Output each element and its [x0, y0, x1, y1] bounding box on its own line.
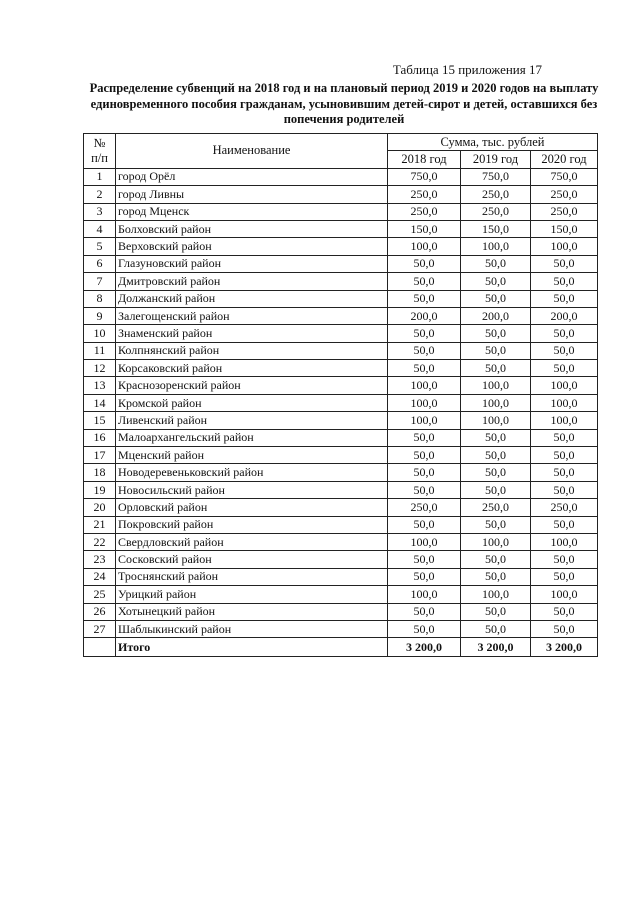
- table-row: [84, 429, 598, 446]
- row-value-2018-cell: 50,0: [388, 255, 461, 272]
- row-value-2019-cell: 50,0: [461, 273, 531, 290]
- row-number-cell: 4: [84, 220, 116, 237]
- row-value-2018-cell: 100,0: [388, 586, 461, 603]
- row-value-2018-cell: 100,0: [388, 412, 461, 429]
- row-name-cell: Сосковский район: [116, 551, 388, 568]
- table-row: [84, 290, 598, 307]
- row-value-2019-cell: 50,0: [461, 325, 531, 342]
- table-row: [84, 412, 598, 429]
- row-number-cell: 11: [84, 342, 116, 359]
- row-name-cell: Кромской район: [116, 394, 388, 411]
- row-value-2019-cell: 100,0: [461, 377, 531, 394]
- row-number-cell: 26: [84, 603, 116, 620]
- table-row: [84, 447, 598, 464]
- row-number-cell: 6: [84, 255, 116, 272]
- row-name-cell: Знаменский район: [116, 325, 388, 342]
- row-number-cell: 27: [84, 620, 116, 637]
- row-value-2018-cell: 200,0: [388, 307, 461, 324]
- row-value-2019-cell: 250,0: [461, 499, 531, 516]
- row-value-2020-cell: 200,0: [531, 307, 598, 324]
- row-number-cell: 15: [84, 412, 116, 429]
- row-name-cell: Урицкий район: [116, 586, 388, 603]
- row-name-cell: Новосильский район: [116, 481, 388, 498]
- row-number-cell: 24: [84, 568, 116, 585]
- row-value-2019-cell: 250,0: [461, 203, 531, 220]
- row-name-cell: Свердловский район: [116, 533, 388, 550]
- row-value-2020-cell: 150,0: [531, 220, 598, 237]
- row-value-2020-cell: 50,0: [531, 255, 598, 272]
- row-value-2019-cell: 50,0: [461, 360, 531, 377]
- row-value-2020-cell: 50,0: [531, 273, 598, 290]
- row-number-cell: 17: [84, 447, 116, 464]
- row-value-2019-cell: 50,0: [461, 481, 531, 498]
- row-value-2018-cell: 50,0: [388, 620, 461, 637]
- row-name-cell: Верховский район: [116, 238, 388, 255]
- header-name: Наименование: [116, 134, 388, 169]
- row-name-cell: Шаблыкинский район: [116, 620, 388, 637]
- table-row: [84, 203, 598, 220]
- header-year-2018: 2018 год: [388, 151, 461, 168]
- table-row: [84, 499, 598, 516]
- row-value-2020-cell: 50,0: [531, 620, 598, 637]
- row-value-2020-cell: 50,0: [531, 481, 598, 498]
- row-number-cell: 21: [84, 516, 116, 533]
- table-row: [84, 516, 598, 533]
- row-name-cell: город Мценск: [116, 203, 388, 220]
- row-value-2018-cell: 100,0: [388, 533, 461, 550]
- row-value-2019-cell: 50,0: [461, 342, 531, 359]
- row-number-cell: 13: [84, 377, 116, 394]
- row-value-2018-cell: 750,0: [388, 168, 461, 185]
- header-number: [84, 134, 116, 169]
- row-value-2019-cell: 750,0: [461, 168, 531, 185]
- table-row: [84, 551, 598, 568]
- header-year-2020: 2020 год: [531, 151, 598, 168]
- table-row: [84, 325, 598, 342]
- table-row: [84, 307, 598, 324]
- row-name-cell: Покровский район: [116, 516, 388, 533]
- table-body: [84, 168, 598, 638]
- table-row: [84, 533, 598, 550]
- row-name-cell: Мценский район: [116, 447, 388, 464]
- row-value-2018-cell: 100,0: [388, 377, 461, 394]
- table-row: [84, 238, 598, 255]
- row-value-2020-cell: 100,0: [531, 586, 598, 603]
- row-value-2018-cell: 250,0: [388, 499, 461, 516]
- row-value-2018-cell: 50,0: [388, 325, 461, 342]
- row-name-cell: Орловский район: [116, 499, 388, 516]
- row-value-2020-cell: 100,0: [531, 377, 598, 394]
- row-value-2020-cell: 50,0: [531, 464, 598, 481]
- row-name-cell: Дмитровский район: [116, 273, 388, 290]
- row-value-2018-cell: 50,0: [388, 603, 461, 620]
- row-value-2020-cell: 50,0: [531, 342, 598, 359]
- row-value-2019-cell: 50,0: [461, 603, 531, 620]
- total-2018: 3 200,0: [388, 638, 461, 657]
- table-row: [84, 186, 598, 203]
- row-value-2018-cell: 50,0: [388, 429, 461, 446]
- table-row: [84, 377, 598, 394]
- row-name-cell: Троснянский район: [116, 568, 388, 585]
- row-number-cell: 23: [84, 551, 116, 568]
- row-value-2020-cell: 50,0: [531, 429, 598, 446]
- row-number-cell: 7: [84, 273, 116, 290]
- row-name-cell: Ливенский район: [116, 412, 388, 429]
- table-row: [84, 464, 598, 481]
- row-value-2018-cell: 100,0: [388, 238, 461, 255]
- row-number-cell: 20: [84, 499, 116, 516]
- row-value-2019-cell: 100,0: [461, 238, 531, 255]
- annex-label: Таблица 15 приложения 17: [392, 62, 542, 77]
- row-value-2018-cell: 50,0: [388, 447, 461, 464]
- row-value-2018-cell: 50,0: [388, 342, 461, 359]
- row-value-2018-cell: 100,0: [388, 394, 461, 411]
- row-value-2020-cell: 100,0: [531, 394, 598, 411]
- row-number-cell: 9: [84, 307, 116, 324]
- row-value-2019-cell: 250,0: [461, 186, 531, 203]
- row-number-cell: 8: [84, 290, 116, 307]
- table-row: [84, 620, 598, 637]
- row-value-2019-cell: 50,0: [461, 568, 531, 585]
- row-value-2018-cell: 50,0: [388, 481, 461, 498]
- table-row: [84, 360, 598, 377]
- row-value-2018-cell: 250,0: [388, 186, 461, 203]
- total-2019: 3 200,0: [461, 638, 531, 657]
- row-value-2018-cell: 50,0: [388, 273, 461, 290]
- row-number-cell: 25: [84, 586, 116, 603]
- total-row: [84, 638, 598, 657]
- total-2020: 3 200,0: [531, 638, 598, 657]
- row-value-2018-cell: 50,0: [388, 290, 461, 307]
- row-value-2019-cell: 50,0: [461, 447, 531, 464]
- row-value-2020-cell: 250,0: [531, 499, 598, 516]
- table-row: [84, 168, 598, 185]
- row-name-cell: Хотынецкий район: [116, 603, 388, 620]
- row-value-2019-cell: 100,0: [461, 586, 531, 603]
- header-number-symbol: №: [93, 135, 106, 150]
- row-value-2020-cell: 50,0: [531, 360, 598, 377]
- row-value-2019-cell: 50,0: [461, 620, 531, 637]
- row-name-cell: Должанский район: [116, 290, 388, 307]
- row-value-2019-cell: 100,0: [461, 412, 531, 429]
- row-value-2020-cell: 50,0: [531, 325, 598, 342]
- row-value-2019-cell: 50,0: [461, 290, 531, 307]
- row-number-cell: 10: [84, 325, 116, 342]
- row-name-cell: Краснозоренский район: [116, 377, 388, 394]
- row-value-2020-cell: 250,0: [531, 186, 598, 203]
- row-number-cell: 14: [84, 394, 116, 411]
- table-row: [84, 586, 598, 603]
- row-value-2019-cell: 100,0: [461, 394, 531, 411]
- row-value-2020-cell: 50,0: [531, 551, 598, 568]
- total-number-cell: [84, 638, 116, 657]
- row-value-2019-cell: 50,0: [461, 255, 531, 272]
- row-number-cell: 2: [84, 186, 116, 203]
- row-value-2018-cell: 50,0: [388, 568, 461, 585]
- table-row: [84, 481, 598, 498]
- header-sum: Сумма, тыс. рублей: [388, 134, 598, 151]
- table-row: [84, 394, 598, 411]
- table-footer: [84, 638, 598, 657]
- row-value-2020-cell: 750,0: [531, 168, 598, 185]
- row-number-cell: 5: [84, 238, 116, 255]
- row-value-2018-cell: 50,0: [388, 464, 461, 481]
- row-name-cell: город Ливны: [116, 186, 388, 203]
- row-value-2020-cell: 50,0: [531, 603, 598, 620]
- row-number-cell: 3: [84, 203, 116, 220]
- table-row: [84, 273, 598, 290]
- row-value-2019-cell: 150,0: [461, 220, 531, 237]
- row-number-cell: 18: [84, 464, 116, 481]
- row-number-cell: 19: [84, 481, 116, 498]
- row-value-2018-cell: 50,0: [388, 551, 461, 568]
- row-value-2020-cell: 100,0: [531, 412, 598, 429]
- row-value-2020-cell: 50,0: [531, 516, 598, 533]
- row-value-2018-cell: 50,0: [388, 516, 461, 533]
- row-number-cell: 22: [84, 533, 116, 550]
- table-row: [84, 568, 598, 585]
- row-value-2020-cell: 100,0: [531, 533, 598, 550]
- header-number-abbr: п/п: [91, 150, 108, 165]
- row-value-2020-cell: 50,0: [531, 568, 598, 585]
- row-value-2020-cell: 100,0: [531, 238, 598, 255]
- row-value-2018-cell: 150,0: [388, 220, 461, 237]
- header-year-2019: 2019 год: [461, 151, 531, 168]
- total-label: Итого: [116, 638, 388, 657]
- row-number-cell: 1: [84, 168, 116, 185]
- row-name-cell: город Орёл: [116, 168, 388, 185]
- row-name-cell: Малоархангельский район: [116, 429, 388, 446]
- row-value-2019-cell: 50,0: [461, 464, 531, 481]
- table-row: [84, 220, 598, 237]
- row-value-2018-cell: 50,0: [388, 360, 461, 377]
- row-value-2020-cell: 250,0: [531, 203, 598, 220]
- row-value-2020-cell: 50,0: [531, 447, 598, 464]
- table-row: [84, 603, 598, 620]
- row-value-2019-cell: 50,0: [461, 429, 531, 446]
- row-number-cell: 12: [84, 360, 116, 377]
- row-value-2019-cell: 200,0: [461, 307, 531, 324]
- table-header: [84, 134, 598, 169]
- row-name-cell: Болховский район: [116, 220, 388, 237]
- table-row: [84, 342, 598, 359]
- document-title: Распределение субвенций на 2018 год и на плановый период 2019 и 2020 годов на выплату единовременного пособия гражданам, усыновившим детей-сирот и детей, оставшихся без попечения родителей: [89, 81, 599, 126]
- row-name-cell: Залегощенский район: [116, 307, 388, 324]
- row-name-cell: Корсаковский район: [116, 360, 388, 377]
- row-value-2018-cell: 250,0: [388, 203, 461, 220]
- row-value-2019-cell: 50,0: [461, 516, 531, 533]
- row-name-cell: Глазуновский район: [116, 255, 388, 272]
- row-value-2020-cell: 50,0: [531, 290, 598, 307]
- table-row: [84, 255, 598, 272]
- subvention-table: [83, 133, 598, 657]
- row-name-cell: Новодеревеньковский район: [116, 464, 388, 481]
- row-number-cell: 16: [84, 429, 116, 446]
- row-name-cell: Колпнянский район: [116, 342, 388, 359]
- row-value-2019-cell: 50,0: [461, 551, 531, 568]
- row-value-2019-cell: 100,0: [461, 533, 531, 550]
